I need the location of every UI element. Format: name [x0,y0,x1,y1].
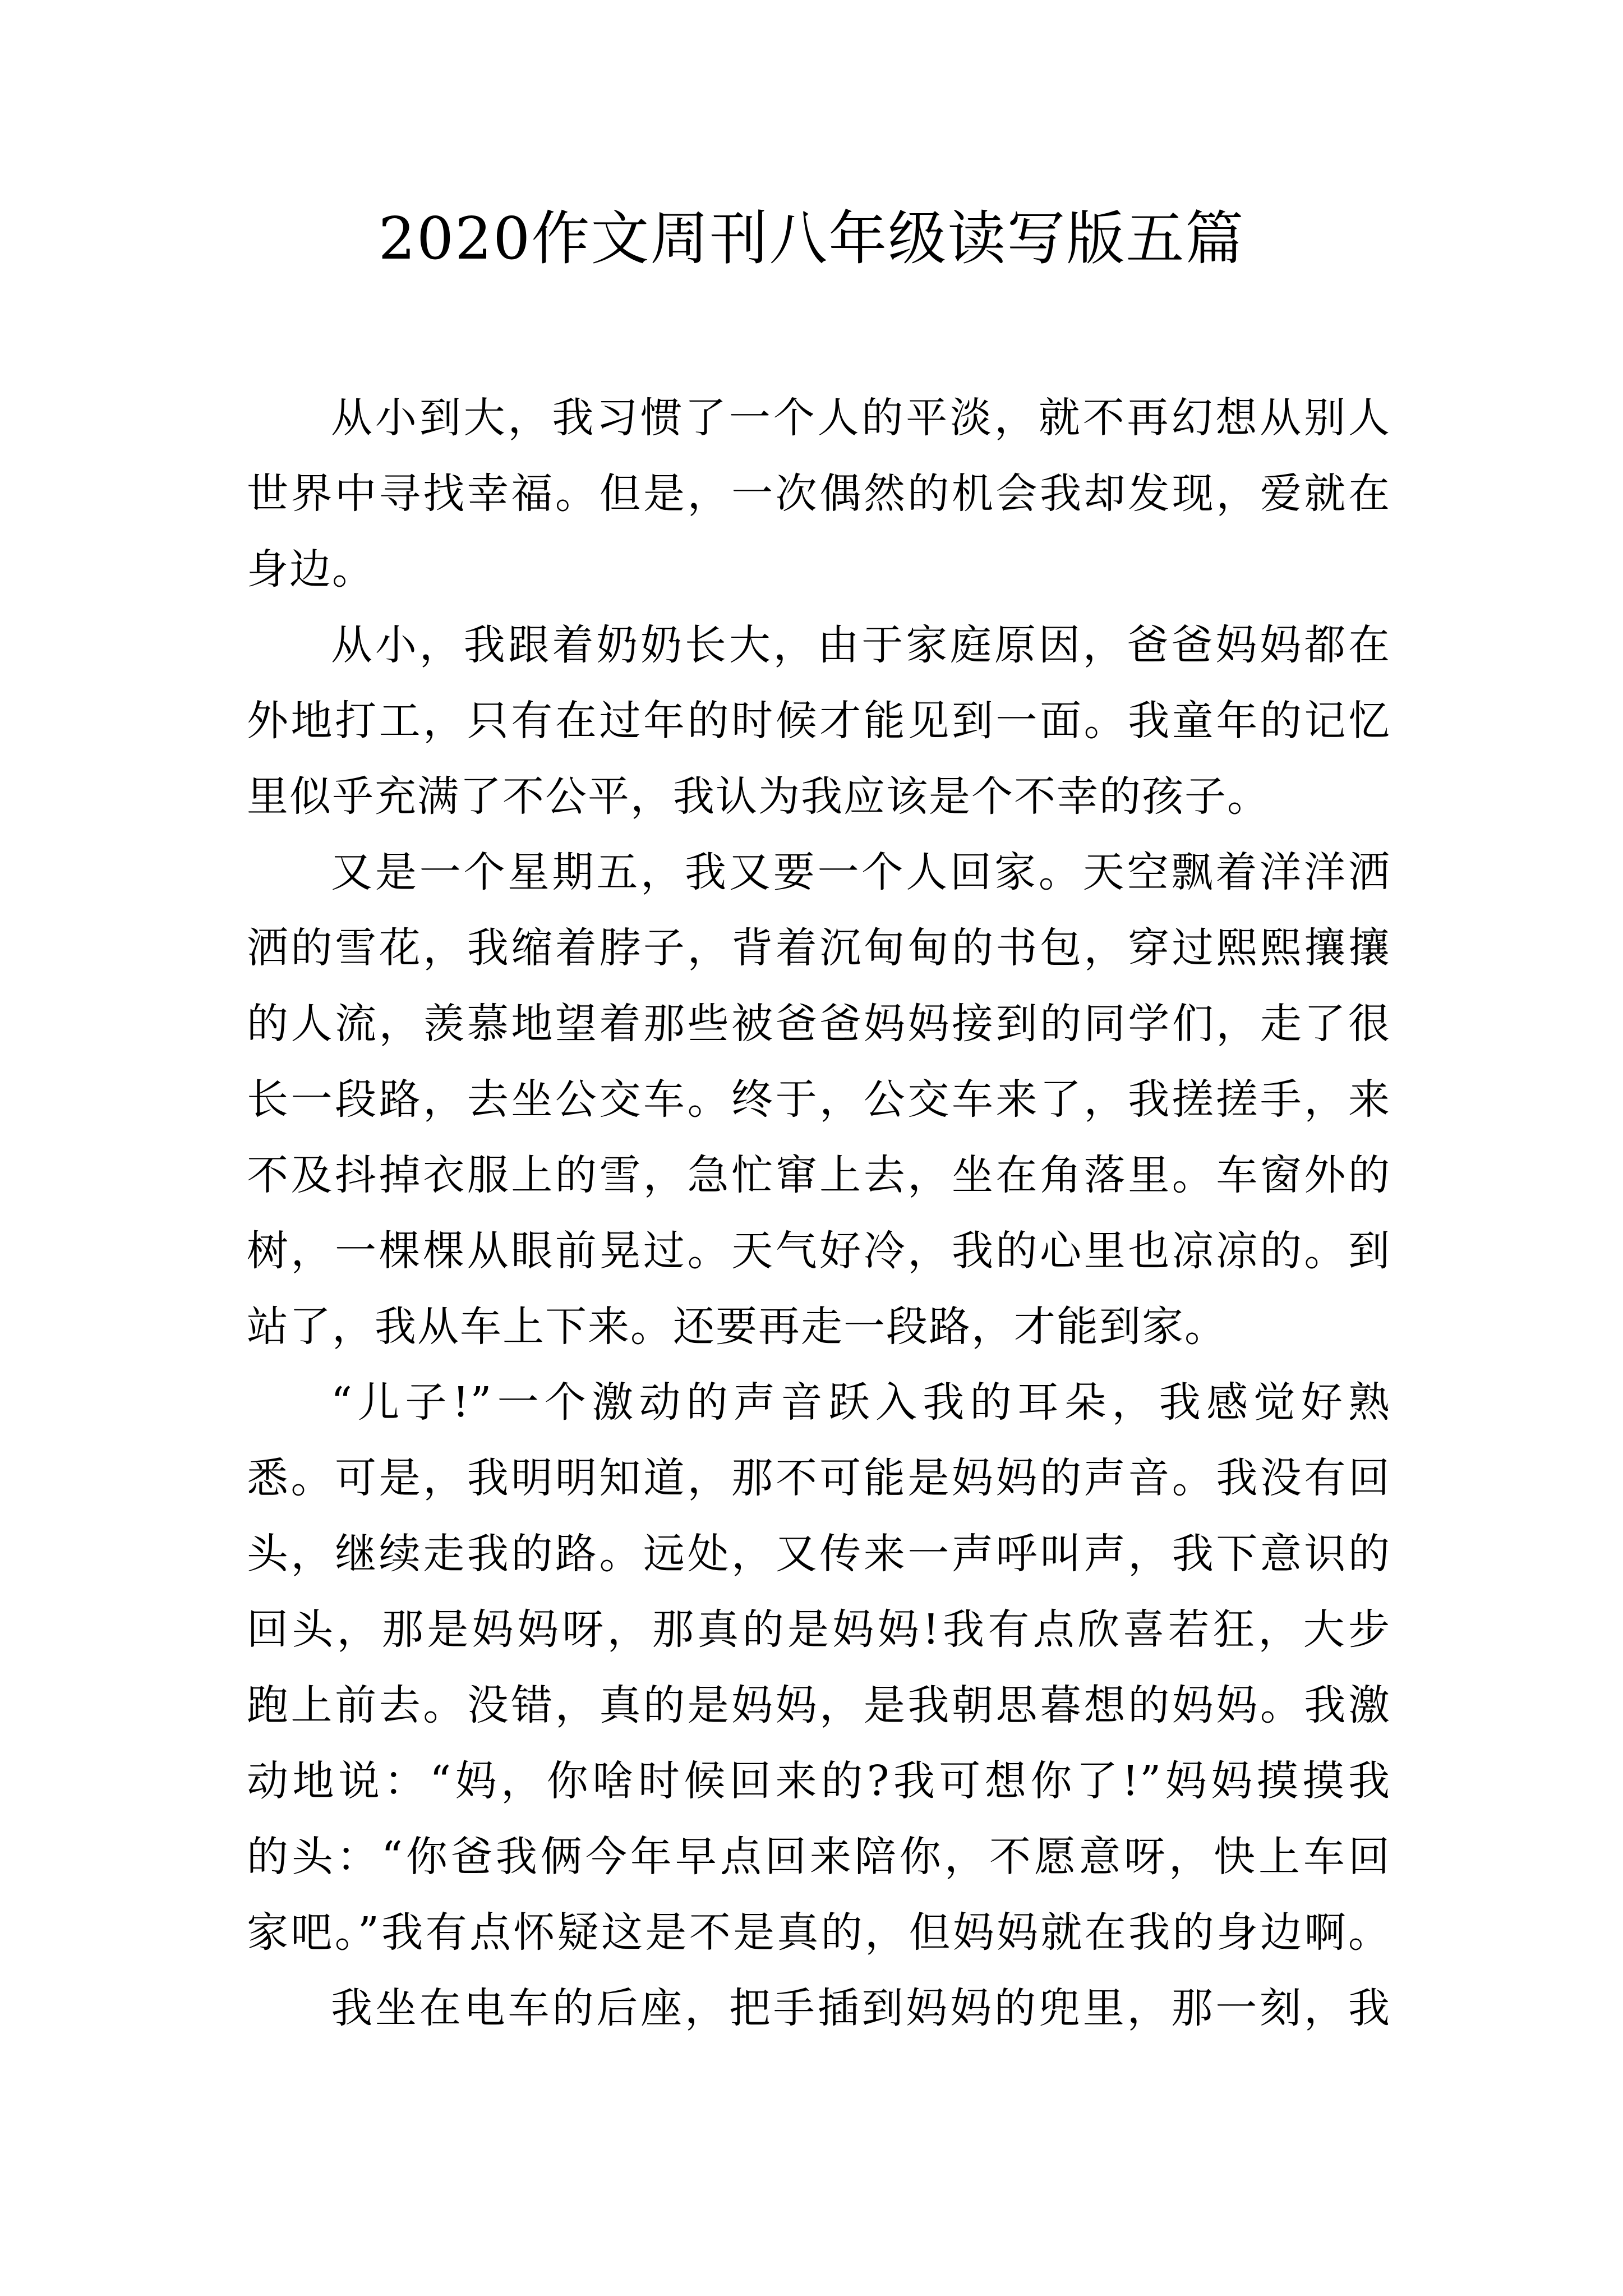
paragraph-3-line-5: 不及抖掉衣服上的雪，急忙窜上去，坐在角落里。车窗外的 [247,1151,1391,1199]
paragraph-4-line-6: 动地说：“妈，你啥时候回来的?我可想你了!”妈妈摸摸我 [247,1757,1391,1805]
paragraph-3-line-7: 站了，我从车上下来。还要再走一段路，才能到家。 [247,1303,1227,1351]
paragraph-4-line-5: 跑上前去。没错，真的是妈妈，是我朝思暮想的妈妈。我激 [247,1681,1391,1729]
paragraph-1-line-1: 从小到大，我习惯了一个人的平淡，就不再幻想从别人 [331,394,1391,442]
paragraph-1-line-3: 身边。 [247,545,375,593]
paragraph-4-line-4: 回头，那是妈妈呀，那真的是妈妈!我有点欣喜若狂，大步 [247,1605,1391,1654]
paragraph-4-line-7: 的头：“你爸我俩今年早点回来陪你，不愿意呀，快上车回 [247,1833,1391,1881]
paragraph-1-line-2: 世界中寻找幸福。但是，一次偶然的机会我却发现，爱就在 [247,470,1391,518]
paragraph-3-line-2: 洒的雪花，我缩着脖子，背着沉甸甸的书包，穿过熙熙攘攘 [247,924,1391,972]
paragraph-4-line-8: 家吧。”我有点怀疑这是不是真的，但妈妈就在我的身边啊。 [247,1908,1391,1957]
paragraph-2-line-2: 外地打工，只有在过年的时候才能见到一面。我童年的记忆 [247,697,1391,745]
paragraph-2-line-1: 从小，我跟着奶奶长大，由于家庭原因，爸爸妈妈都在 [331,621,1391,669]
paragraph-3-line-6: 树，一棵棵从眼前晃过。天气好冷，我的心里也凉凉的。到 [247,1227,1391,1275]
paragraph-5-line-1: 我坐在电车的后座，把手插到妈妈的兜里，那一刻，我 [331,1984,1391,2032]
document-title: 2020作文周刊八年级读写版五篇 [378,204,1245,273]
paragraph-4-line-1: “儿子!”一个激动的声音跃入我的耳朵，我感觉好熟 [331,1378,1391,1427]
paragraph-3-line-3: 的人流，羡慕地望着那些被爸爸妈妈接到的同学们，走了很 [247,1000,1391,1048]
paragraph-2-line-3: 里似乎充满了不公平，我认为我应该是个不幸的孩子。 [247,772,1270,821]
paragraph-3-line-4: 长一段路，去坐公交车。终于，公交车来了，我搓搓手，来 [247,1075,1391,1124]
paragraph-4-line-2: 悉。可是，我明明知道，那不可能是妈妈的声音。我没有回 [247,1454,1391,1502]
paragraph-4-line-3: 头，继续走我的路。远处，又传来一声呼叫声，我下意识的 [247,1530,1391,1578]
paragraph-3-line-1: 又是一个星期五，我又要一个人回家。天空飘着洋洋洒 [331,848,1391,896]
